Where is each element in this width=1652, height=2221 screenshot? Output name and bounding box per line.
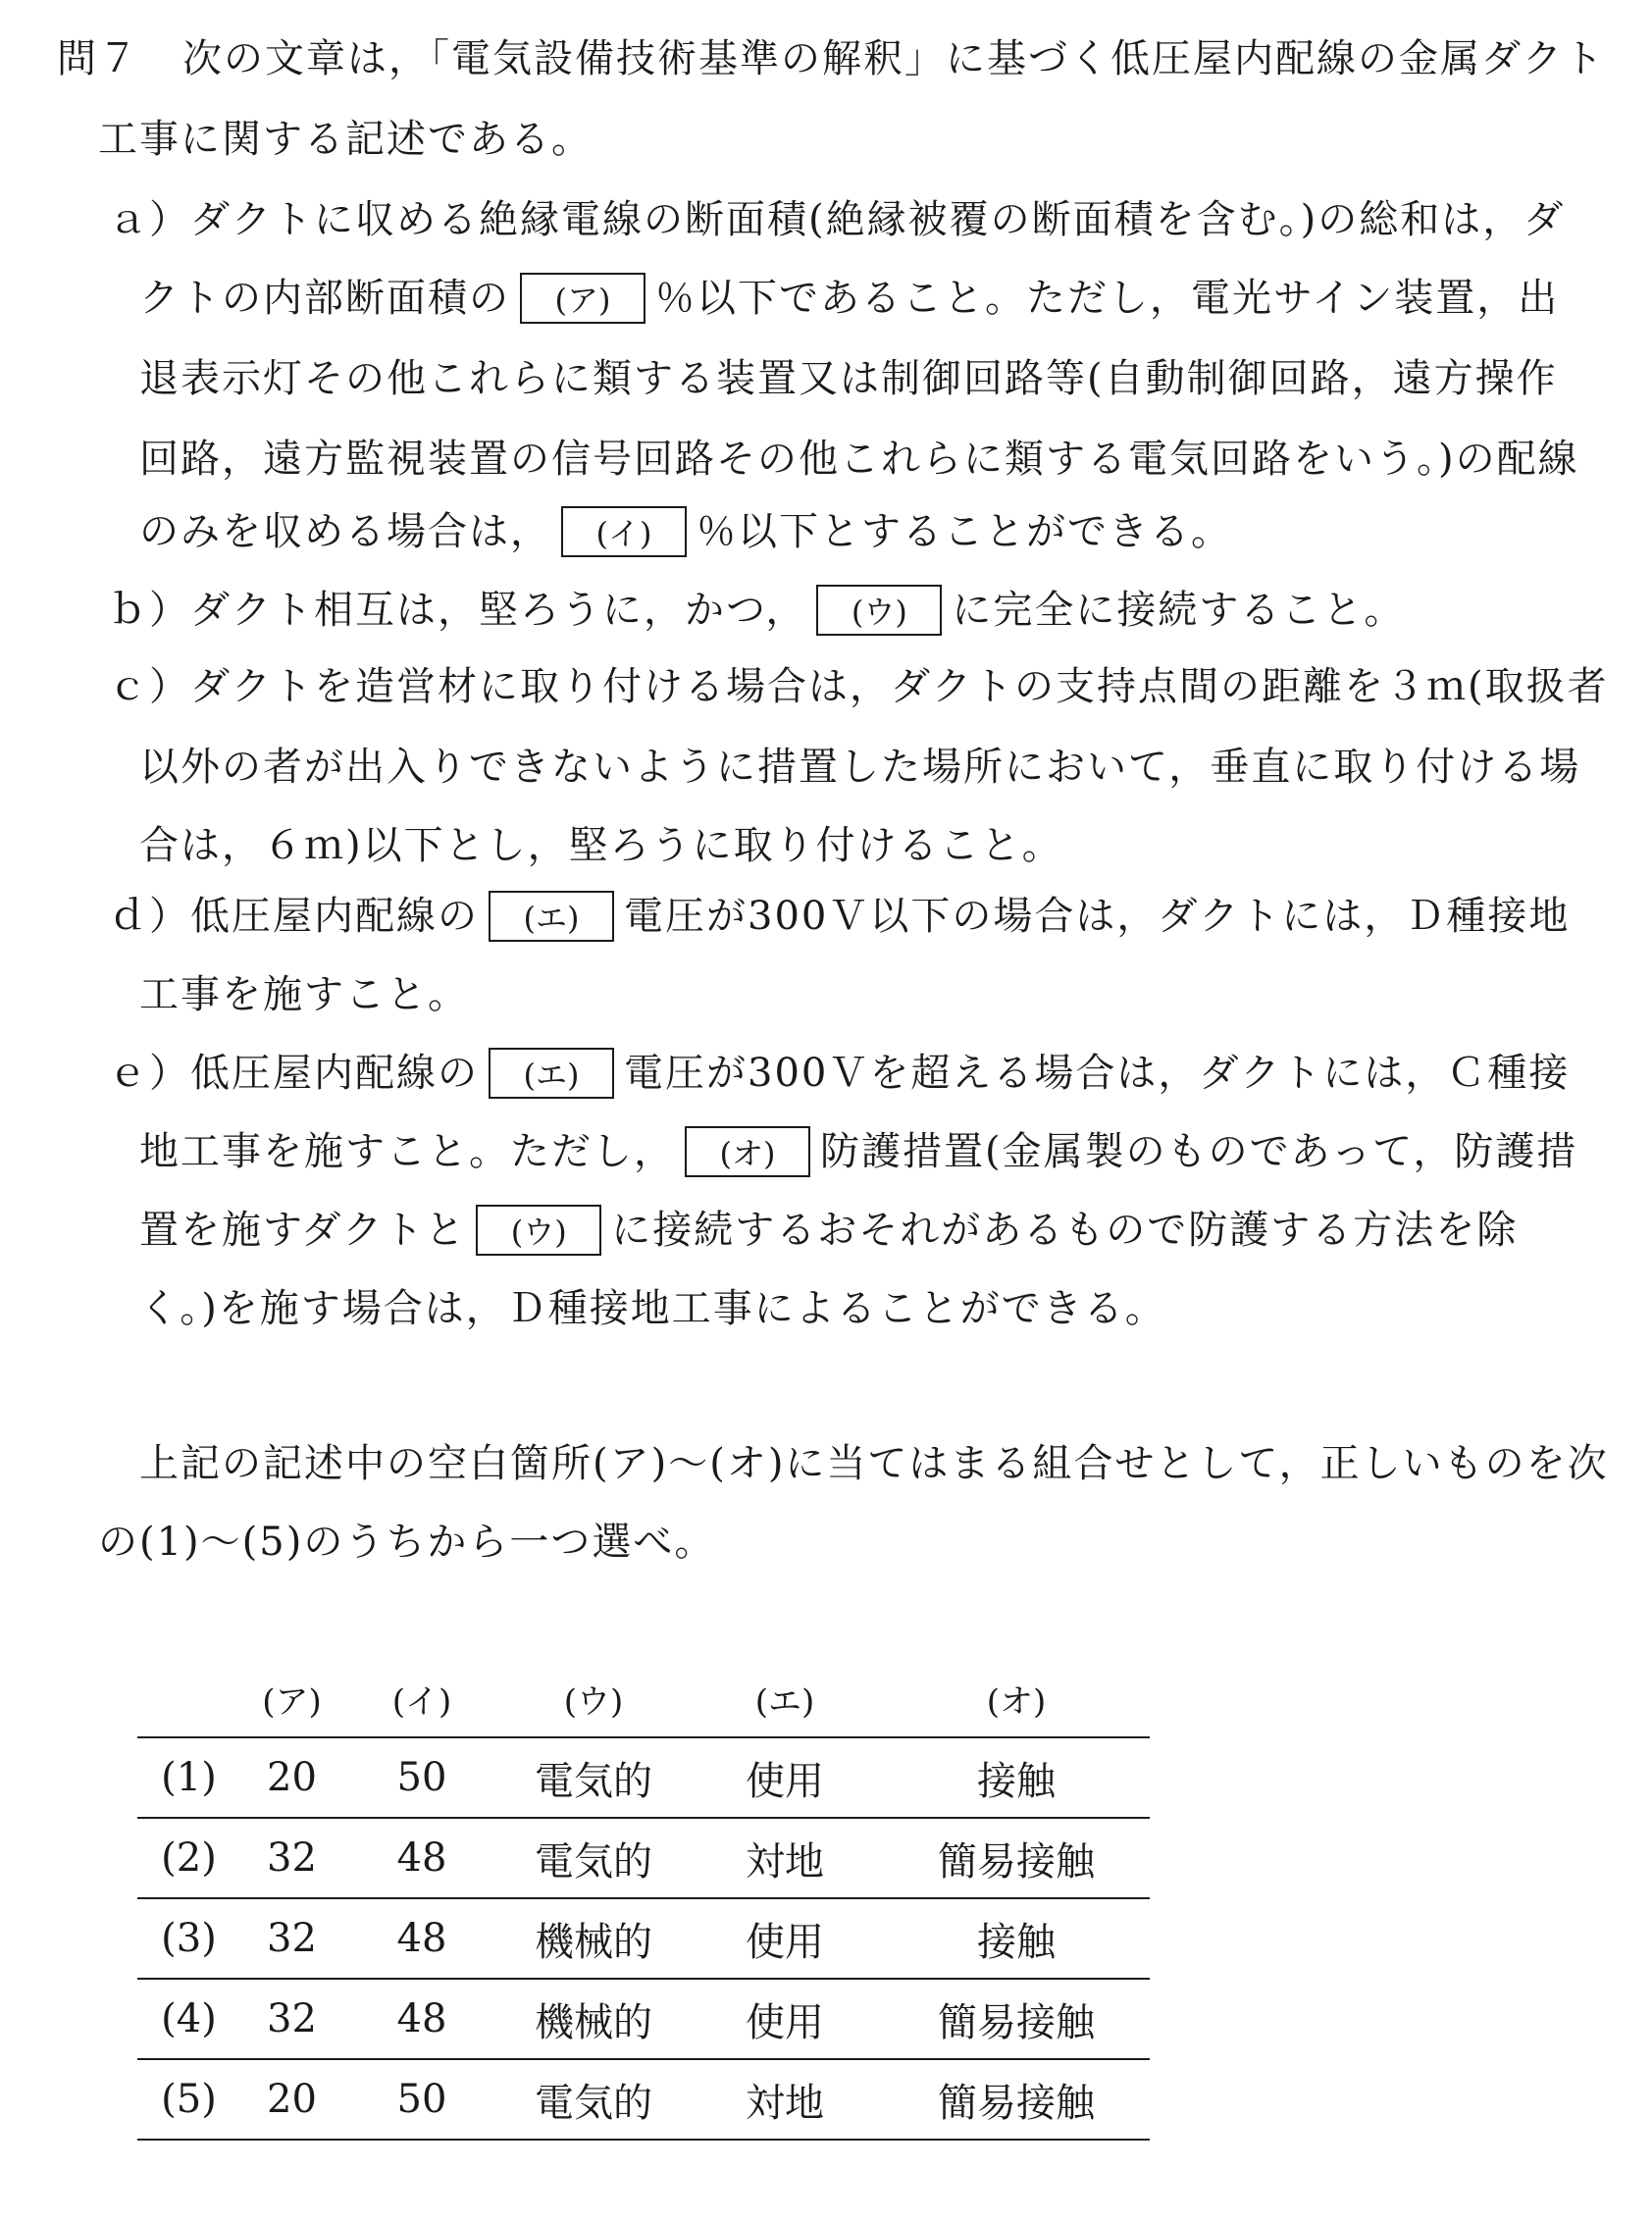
choice-number: (2): [137, 1818, 240, 1898]
table-row: [137, 1979, 1150, 2059]
table-row: [137, 1898, 1150, 1979]
table-cell: 32: [240, 1898, 343, 1979]
item-e-line-3: [139, 1201, 1518, 1260]
item-a-line-2: [139, 269, 1559, 328]
answer-choices-table: [137, 1660, 1150, 2141]
item-e-text-post-3: に接続するおそれがあるもので防護する方法を除: [611, 1208, 1519, 1253]
item-d-line-2: 工事を施すこと。: [139, 972, 469, 1017]
item-c-line-1: ｃ）ダクトを造営材に取り付ける場合は，ダクトの支持点間の距離を３ｍ(取扱者: [108, 664, 1609, 709]
blank-a-box: (ア): [520, 273, 645, 324]
item-a-line-4: 回路，遠方監視装置の信号回路その他これらに類する電気回路をいう。)の配線: [139, 437, 1579, 482]
choice-number: (1): [137, 1737, 240, 1818]
blank-o-box: (オ): [685, 1126, 810, 1177]
item-a-text-pre-2: のみを収める場合は，: [139, 509, 551, 554]
blank-u-box-e: (ウ): [476, 1205, 601, 1256]
item-a-line-3: 退表示灯その他これらに類する装置又は制御回路等(自動制御回路，遠方操作: [139, 356, 1558, 401]
instruction-line-2: の(1)～(5)のうちから一つ選べ。: [98, 1520, 716, 1565]
table-cell: 電気的: [500, 2059, 687, 2140]
table-cell: 接触: [883, 1898, 1150, 1979]
item-d-text-post: 電圧が300Ｖ以下の場合は，ダクトには，Ｄ種接地: [624, 894, 1571, 939]
table-cell: 使用: [687, 1979, 883, 2059]
item-e-text-post-2: 防護措置(金属製のものであって，防護措: [820, 1129, 1578, 1174]
item-d-line-1: [108, 887, 1570, 946]
choice-number: (5): [137, 2059, 240, 2140]
table-cell: 機械的: [500, 1898, 687, 1979]
table-cell: 50: [343, 1737, 500, 1818]
item-b-text-pre: ｂ）ダクト相互は，堅ろうに，かつ，: [108, 588, 807, 633]
item-c-line-2: 以外の者が出入りできないように措置した場所において，垂直に取り付ける場: [139, 745, 1581, 790]
table-row: [137, 2059, 1150, 2140]
table-cell: 機械的: [500, 1979, 687, 2059]
item-a-text-post: ％以下であること。ただし，電光サイン装置，出: [655, 276, 1560, 321]
item-e-text-pre-2: 地工事を施すこと。ただし，: [139, 1129, 675, 1174]
header-cell: (イ): [343, 1660, 500, 1737]
item-e-line-1: [108, 1044, 1570, 1103]
header-cell: (ア): [240, 1660, 343, 1737]
item-e-text-pre-3: 置を施すダクトと: [139, 1208, 467, 1253]
item-a-line-5: [139, 502, 1232, 561]
table-cell: 電気的: [500, 1818, 687, 1898]
header-cell: (オ): [883, 1660, 1150, 1737]
item-e-text-post: 電圧が300Ｖを超える場合は，ダクトには，Ｃ種接: [624, 1051, 1571, 1096]
item-e-text-pre: ｅ）低圧屋内配線の: [108, 1051, 479, 1096]
item-a-text-pre: クトの内部断面積の: [139, 276, 510, 321]
blank-e-box-e: (エ): [489, 1048, 614, 1099]
table-cell: 48: [343, 1898, 500, 1979]
blank-u-box: (ウ): [816, 585, 942, 636]
table-cell: 使用: [687, 1737, 883, 1818]
table-cell: 対地: [687, 2059, 883, 2140]
table-cell: 20: [240, 2059, 343, 2140]
question-number: 問７: [57, 36, 139, 81]
item-e-line-2: [139, 1122, 1577, 1181]
item-d-text-pre: ｄ）低圧屋内配線の: [108, 894, 479, 939]
item-c-line-3: 合は，６ｍ)以下とし，堅ろうに取り付けること。: [139, 823, 1063, 868]
table-header-row: [137, 1660, 1150, 1737]
item-e-line-4: く。)を施す場合は，Ｄ種接地工事によることができる。: [139, 1286, 1166, 1331]
table-cell: 接触: [883, 1737, 1150, 1818]
header-cell: [137, 1660, 240, 1737]
table-cell: 簡易接触: [883, 1979, 1150, 2059]
question-intro-text: 次の文章は，「電気設備技術基準の解釈」に基づく低圧屋内配線の金属ダクト: [182, 36, 1605, 81]
blank-e-box-d: (エ): [489, 891, 614, 942]
table-cell: 電気的: [500, 1737, 687, 1818]
table-cell: 対地: [687, 1818, 883, 1898]
header-cell: (ウ): [500, 1660, 687, 1737]
table-row: [137, 1737, 1150, 1818]
question-intro-line-2: 工事に関する記述である。: [98, 117, 593, 162]
question-intro-line-1: [57, 29, 1605, 88]
table-cell: 簡易接触: [883, 1818, 1150, 1898]
table-cell: 20: [240, 1737, 343, 1818]
instruction-line-1: 上記の記述中の空白箇所(ア)～(オ)に当てはまる組合せとして，正しいものを次: [139, 1441, 1609, 1486]
choice-number: (3): [137, 1898, 240, 1979]
table-cell: 32: [240, 1979, 343, 2059]
table-cell: 50: [343, 2059, 500, 2140]
item-b-text-post: に完全に接続すること。: [952, 588, 1406, 633]
item-a-text-post-2: ％以下とすることができる。: [697, 509, 1232, 554]
blank-i-box: (イ): [561, 506, 687, 557]
table-row: [137, 1818, 1150, 1898]
choice-number: (4): [137, 1979, 240, 2059]
table-cell: 32: [240, 1818, 343, 1898]
header-cell: (エ): [687, 1660, 883, 1737]
table-cell: 使用: [687, 1898, 883, 1979]
table-cell: 48: [343, 1818, 500, 1898]
item-a-line-1: ａ）ダクトに収める絶縁電線の断面積(絶縁被覆の断面積を含む。)の総和は，ダ: [108, 197, 1566, 242]
item-b-line-1: [108, 581, 1405, 640]
table-cell: 48: [343, 1979, 500, 2059]
table-cell: 簡易接触: [883, 2059, 1150, 2140]
